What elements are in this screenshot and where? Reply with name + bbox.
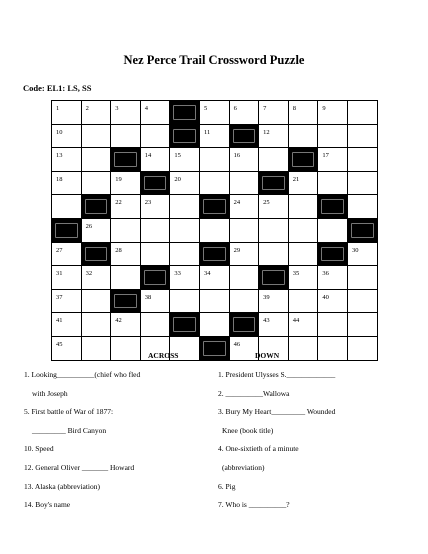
grid-cell[interactable] [348, 195, 378, 219]
grid-cell[interactable] [318, 266, 348, 290]
clue-number: 18 [56, 175, 63, 183]
clue-number: 7 [263, 105, 267, 112]
clue-number: 12 [263, 128, 270, 136]
grid-cell[interactable] [348, 243, 378, 267]
code-label: Code: EL1: LS, SS [23, 83, 92, 93]
grid-cell[interactable] [289, 290, 319, 314]
grid-cell[interactable] [52, 290, 82, 314]
clue-number: 23 [144, 199, 152, 207]
down-clue: (abbreviation) [222, 462, 265, 472]
clue-number: 4 [144, 105, 149, 112]
grid-cell[interactable] [348, 266, 378, 290]
grid-cell[interactable] [52, 101, 82, 125]
across-heading: ACROSS [148, 351, 179, 360]
clue-number: 11 [203, 128, 211, 136]
across-clue: 1. Looking__________(chief who fled [24, 370, 141, 379]
down-clues [218, 371, 335, 520]
across-clue: _________ Bird Canyon [32, 425, 107, 435]
clue-number: 2 [85, 105, 89, 112]
grid-cell[interactable] [318, 148, 348, 172]
clue-number: 42 [115, 317, 122, 325]
grid-cell[interactable] [348, 125, 378, 149]
grid-cell[interactable] [348, 337, 378, 361]
black-square [200, 337, 230, 361]
grid-cell[interactable] [289, 337, 319, 361]
grid-cell[interactable] [111, 125, 141, 149]
clue-number: 29 [233, 246, 241, 254]
across-clue: 12. General Oliver _______ Howard [24, 462, 135, 472]
grid-cell[interactable] [111, 195, 141, 219]
grid-cell[interactable] [82, 125, 112, 149]
clue-number: 27 [56, 246, 63, 254]
grid-cell[interactable] [170, 172, 200, 196]
clue-number: 9 [322, 105, 326, 112]
black-square [170, 101, 200, 125]
clue-number: 34 [203, 270, 211, 278]
clue-number: 25 [263, 199, 270, 207]
crossword-grid [51, 100, 378, 361]
clue-number: 46 [233, 340, 241, 348]
black-square [82, 195, 112, 219]
across-clue: 14. Boy's name [24, 500, 71, 510]
grid-cell[interactable] [289, 172, 319, 196]
page-title: Nez Perce Trail Crossword Puzzle [123, 53, 305, 67]
grid-cell[interactable] [318, 313, 348, 337]
black-square [111, 148, 141, 172]
black-square [170, 313, 200, 337]
grid-cell[interactable] [82, 148, 112, 172]
grid-cell[interactable] [289, 219, 319, 243]
grid-cell[interactable] [200, 290, 230, 314]
grid-cell[interactable] [318, 337, 348, 361]
black-square [141, 172, 171, 196]
grid-cell[interactable] [289, 195, 319, 219]
grid-cell[interactable] [200, 101, 230, 125]
down-clue: 4. One-sixtieth of a minute [218, 444, 299, 454]
grid-cell[interactable] [52, 125, 82, 149]
clue-number: 36 [322, 270, 329, 278]
clue-number: 22 [115, 199, 122, 207]
black-square [52, 219, 82, 243]
black-square [170, 125, 200, 149]
clue-number: 14 [144, 152, 152, 160]
clue-number: 6 [233, 105, 237, 112]
across-clue: 5. First battle of War of 1877: [24, 407, 114, 417]
clue-number: 28 [115, 246, 122, 254]
clue-number: 5 [203, 105, 208, 112]
grid-cell[interactable] [230, 290, 260, 314]
grid-cell[interactable] [52, 266, 82, 290]
clue-number: 45 [56, 340, 63, 348]
grid-cell[interactable] [230, 101, 260, 125]
grid-cell[interactable] [82, 219, 112, 243]
grid-cell[interactable] [52, 148, 82, 172]
grid-cell[interactable] [82, 266, 112, 290]
grid-cell[interactable] [259, 313, 289, 337]
grid-cell[interactable] [200, 266, 230, 290]
grid-cell[interactable] [141, 148, 171, 172]
down-clue: 2. __________Wallowa [218, 388, 290, 398]
grid-cell[interactable] [52, 243, 82, 267]
down-clue: 1. President Ulysses S._____________ [218, 370, 336, 379]
black-square [318, 195, 348, 219]
grid-cell[interactable] [52, 313, 82, 337]
black-square [200, 243, 230, 267]
grid-cell[interactable] [170, 195, 200, 219]
grid-cell[interactable] [259, 290, 289, 314]
grid-cell[interactable] [348, 101, 378, 125]
clue-number: 17 [322, 152, 329, 160]
down-clue: 3. Bury My Heart_________ Wounded [218, 407, 336, 417]
grid-cell[interactable] [348, 313, 378, 337]
grid-cell[interactable] [111, 266, 141, 290]
grid-cell[interactable] [348, 290, 378, 314]
clue-number: 1 [56, 105, 60, 112]
black-square [230, 313, 260, 337]
clue-number: 26 [85, 222, 93, 230]
black-square [111, 290, 141, 314]
grid-cell[interactable] [170, 266, 200, 290]
grid-cell[interactable] [259, 101, 289, 125]
grid-cell[interactable] [200, 313, 230, 337]
grid-cell[interactable] [82, 337, 112, 361]
grid-cell[interactable] [230, 148, 260, 172]
grid-cell[interactable] [170, 148, 200, 172]
clue-number: 40 [322, 293, 329, 301]
grid-cell[interactable] [348, 172, 378, 196]
black-square [141, 266, 171, 290]
grid-cell[interactable] [111, 337, 141, 361]
clue-number: 10 [56, 128, 63, 136]
grid-cell[interactable] [111, 313, 141, 337]
clue-number: 41 [56, 317, 63, 325]
grid-cell[interactable] [289, 101, 319, 125]
black-square [289, 148, 319, 172]
black-square [348, 219, 378, 243]
clue-number: 31 [56, 270, 63, 278]
clue-number: 3 [115, 105, 119, 112]
grid-cell[interactable] [230, 243, 260, 267]
grid-cell[interactable] [200, 125, 230, 149]
grid-cell[interactable] [111, 172, 141, 196]
black-square [259, 172, 289, 196]
grid-cell[interactable] [141, 219, 171, 243]
grid-cell[interactable] [111, 219, 141, 243]
grid-cell[interactable] [141, 195, 171, 219]
grid-cell[interactable] [259, 125, 289, 149]
down-clue: 7. Who is __________? [218, 500, 290, 510]
black-square [318, 243, 348, 267]
black-square [200, 195, 230, 219]
clue-number: 43 [263, 317, 270, 325]
grid-cell[interactable] [82, 313, 112, 337]
across-clue: with Joseph [32, 388, 68, 398]
grid-cell[interactable] [170, 219, 200, 243]
clue-number: 8 [292, 105, 296, 112]
clue-number: 15 [174, 152, 181, 160]
grid-cell[interactable] [259, 195, 289, 219]
clue-number: 20 [174, 175, 181, 183]
grid-cell[interactable] [318, 101, 348, 125]
grid-cell[interactable] [52, 195, 82, 219]
black-square [230, 125, 260, 149]
grid-cell[interactable] [111, 243, 141, 267]
black-square [82, 243, 112, 267]
grid-cell[interactable] [259, 243, 289, 267]
grid-cell[interactable] [141, 125, 171, 149]
clue-number: 16 [233, 152, 241, 160]
clue-number: 38 [144, 293, 152, 301]
grid-cell[interactable] [230, 195, 260, 219]
grid-cell[interactable] [52, 172, 82, 196]
grid-cell[interactable] [141, 290, 171, 314]
grid-cell[interactable] [82, 290, 112, 314]
grid-cell[interactable] [52, 337, 82, 361]
grid-cell[interactable] [111, 101, 141, 125]
down-clue: 6. Pig [218, 481, 236, 491]
grid-cell[interactable] [289, 266, 319, 290]
grid-cell[interactable] [289, 313, 319, 337]
clue-number: 19 [115, 175, 122, 183]
grid-cell[interactable] [259, 148, 289, 172]
grid-cell[interactable] [170, 290, 200, 314]
clue-number: 30 [351, 246, 359, 254]
grid-cell[interactable] [318, 125, 348, 149]
grid-cell[interactable] [318, 172, 348, 196]
clue-number: 35 [292, 270, 300, 278]
clue-number: 44 [292, 317, 300, 325]
grid-cell[interactable] [348, 148, 378, 172]
grid-cell[interactable] [289, 125, 319, 149]
grid-cell[interactable] [200, 219, 230, 243]
across-clue: 10. Speed [24, 444, 54, 454]
grid-cell[interactable] [289, 243, 319, 267]
grid-cell[interactable] [82, 172, 112, 196]
grid-cell[interactable] [200, 172, 230, 196]
grid-cell[interactable] [230, 219, 260, 243]
down-clue: Knee (book title) [222, 425, 274, 435]
grid-cell[interactable] [200, 148, 230, 172]
grid-cell[interactable] [141, 101, 171, 125]
clue-number: 37 [56, 293, 63, 301]
clue-number: 32 [85, 270, 93, 278]
clue-number: 21 [292, 175, 300, 183]
black-square [259, 266, 289, 290]
grid-cell[interactable] [230, 172, 260, 196]
across-clues [24, 371, 140, 520]
grid-cell[interactable] [82, 101, 112, 125]
grid-cell[interactable] [141, 313, 171, 337]
clue-number: 24 [233, 199, 241, 207]
grid-cell[interactable] [170, 243, 200, 267]
grid-cell[interactable] [230, 266, 260, 290]
grid-cell[interactable] [318, 219, 348, 243]
grid-cell[interactable] [141, 243, 171, 267]
clue-number: 39 [263, 293, 270, 301]
grid-cell[interactable] [259, 219, 289, 243]
across-clue: 13. Alaska (abbreviation) [24, 481, 101, 491]
clue-number: 33 [174, 270, 181, 278]
down-heading: DOWN [255, 351, 280, 360]
clue-number: 13 [56, 152, 63, 160]
grid-cell[interactable] [318, 290, 348, 314]
